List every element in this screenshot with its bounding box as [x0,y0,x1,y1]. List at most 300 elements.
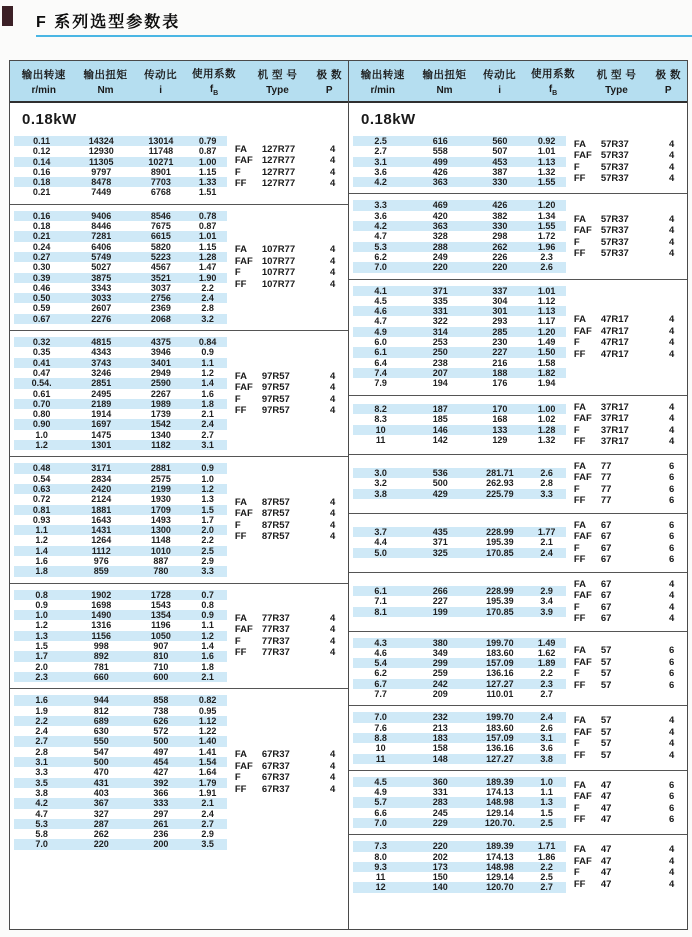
parameter-block [10,456,348,582]
table-row [353,337,566,347]
table-row [353,211,566,221]
table-cell: 314 [432,326,448,337]
table-row [353,221,566,231]
table-cell: 209 [432,689,448,700]
table-cell: 1.3 [540,797,553,808]
table-cell: 328 [432,231,448,242]
table-cell: 285 [492,326,508,337]
type-list [566,844,683,890]
table-cell: 689 [93,715,109,726]
table-cell: 5749 [91,251,112,262]
table-cell: 4.2 [35,798,48,809]
table-cell: 226 [492,251,508,262]
table-cell: 5.8 [35,829,48,840]
table-cell: 3.2 [374,478,387,489]
table-cell: 5.7 [374,797,387,808]
parameter-block [349,572,687,631]
table-cell: 0.70 [32,398,51,409]
table-cell: 183.60 [486,647,514,658]
blocks [10,130,348,929]
table-cell: 2.9 [201,829,214,840]
parameter-block [349,631,687,706]
table-row [14,430,227,440]
table-cell: 7449 [91,187,112,198]
table-cell: 229 [432,817,448,828]
table-cell: 0.12 [32,146,51,157]
table-row [14,620,227,630]
table-cell: 0.9 [201,610,214,621]
table-cell: 5.3 [35,818,48,829]
table-cell: 780 [153,566,169,577]
table-cell: 2575 [150,473,171,484]
table-cell: 0.48 [32,463,51,474]
table-cell: 0.79 [198,136,217,146]
table-cell: 127.27 [486,753,514,764]
table-cell: 2.4 [201,419,214,430]
table-cell: 1.2 [35,620,48,631]
table-cell: 259 [432,668,448,679]
table-cell: 5027 [91,262,112,273]
table-row [353,425,566,435]
table-row [353,743,566,753]
table-cell: 3.3 [201,566,214,577]
table-cell: 3.2 [201,313,214,324]
parameter-block [10,204,348,330]
table-cell: 3.4 [540,596,553,607]
table-cell: 195.39 [486,596,514,607]
table-cell: 0.39 [32,272,51,283]
table-cell: 4567 [150,262,171,273]
table-cell: 1.89 [537,658,556,669]
model-type: F 97R57 4 [234,393,336,405]
table-cell: 976 [93,555,109,566]
table-cell: 3401 [150,357,171,368]
table-row [14,358,227,368]
table-cell: 1050 [150,630,171,641]
table-cell: 168 [492,414,508,425]
table-cell: 2369 [150,303,171,314]
type-list [566,645,683,691]
table-cell: 3.8 [374,488,387,499]
model-type: FAF 37R17 4 [573,413,675,425]
table-cell: 2267 [150,388,171,399]
table-row [353,527,566,537]
table-row [14,347,227,357]
table-cell: 335 [432,295,448,306]
table-cell: 228.99 [486,586,514,597]
table-row [353,306,566,316]
table-cell: 1.90 [198,272,217,283]
table-cell: 1264 [91,535,112,546]
table-cell: 232 [432,712,448,723]
table-cell: 371 [432,285,448,296]
table-cell: 8.2 [374,403,387,414]
table-row [14,146,227,156]
table-cell: 10 [375,743,386,754]
model-type: FAF 107R77 4 [234,255,336,267]
table-cell: 8.8 [374,732,387,743]
table-cell: 1.13 [537,306,556,317]
table-cell: 1.0 [35,610,48,621]
table-cell: 1.01 [537,285,556,296]
model-type: FF 97R57 4 [234,405,336,417]
table-cell: 1300 [150,525,171,536]
table-cell: 225.79 [486,488,514,499]
table-cell: 2.6 [540,262,553,273]
table-cell: 2607 [91,303,112,314]
parameter-block [349,513,687,572]
table-cell: 2.4 [540,712,553,723]
table-row [14,303,227,313]
table-cell: 558 [432,146,448,157]
table-cell: 1354 [150,610,171,621]
table-cell: 136.16 [486,743,514,754]
table-cell: 330 [492,177,508,188]
table-cell: 2590 [150,378,171,389]
table-cell: 3521 [150,272,171,283]
table-cell: 245 [432,807,448,818]
table-row [14,662,227,672]
table-cell: 2.0 [201,525,214,536]
table-cell: 1.28 [198,251,217,262]
model-type: FF 47R17 4 [573,348,675,360]
model-type: FA 67 6 [573,519,675,531]
table-cell: 0.81 [32,504,51,515]
table-cell: 0.95 [198,705,217,716]
table-row [353,797,566,807]
model-type: F 77 6 [573,483,675,495]
table-cell: 2.8 [540,478,553,489]
table-cell: 1.2 [35,440,48,451]
table-row [14,600,227,610]
table-row [14,293,227,303]
model-type: FA 37R17 4 [573,401,675,413]
table-cell: 0.18 [32,221,51,232]
table-cell: 6.0 [374,337,387,348]
table-cell: 4.2 [374,177,387,188]
table-cell: 1.5 [35,641,48,652]
table-cell: 2.7 [201,429,214,440]
model-type: F 47R17 4 [573,337,675,349]
table-cell: 1.22 [198,726,217,737]
table-cell: 142 [432,434,448,445]
table-cell: 283 [432,797,448,808]
table-cell: 0.46 [32,282,51,293]
table-row [14,494,227,504]
table-cell: 3.7 [374,527,387,538]
table-cell: 1543 [150,599,171,610]
table-cell: 0.80 [32,409,51,420]
table-cell: 392 [153,777,169,788]
model-type: FAF 87R57 4 [234,508,336,520]
table-cell: 0.63 [32,483,51,494]
table-cell: 363 [432,221,448,232]
table-cell: 3171 [91,463,112,474]
model-type: FA 127R77 4 [234,143,336,155]
table-cell: 199.70 [486,637,514,648]
table-cell: 1728 [150,589,171,600]
table-cell: 4.4 [374,537,387,548]
table-row [14,157,227,167]
model-type: FA 47 4 [573,844,675,856]
table-cell: 0.93 [32,514,51,525]
model-type: FF 67 4 [573,613,675,625]
table-row [14,273,227,283]
table-cell: 1.54 [198,757,217,768]
table-cell: 238 [432,357,448,368]
table-cell: 431 [93,777,109,788]
table-cell: 4375 [150,337,171,348]
table-row [14,819,227,829]
table-cell: 322 [432,316,448,327]
table-row [14,484,227,494]
table-cell: 2881 [150,463,171,474]
table-cell: 262 [93,829,109,840]
table-cell: 12 [375,882,386,893]
table-row [353,468,566,478]
table-row [353,668,566,678]
table-cell: 2.1 [201,409,214,420]
table-cell: 301 [492,306,508,317]
table-cell: 1643 [91,514,112,525]
table-row [14,546,227,556]
table-cell: 262 [492,241,508,252]
table-cell: 333 [153,798,169,809]
table-row [14,337,227,347]
table-cell: 228.99 [486,527,514,538]
table-cell: 1.77 [537,527,556,538]
table-cell: 133 [492,424,508,435]
model-type: FA 67 4 [573,578,675,590]
table-cell: 892 [93,651,109,662]
table-row [353,648,566,658]
table-column-left [10,61,348,929]
table-cell: 140 [432,882,448,893]
table-cell: 6.6 [374,807,387,818]
table-cell: 136.16 [486,668,514,679]
header-cell: 输出转速 r/min [360,69,405,96]
table-cell: 1.00 [198,156,217,167]
table-cell: 227 [492,347,508,358]
table-cell: 1.96 [537,241,556,252]
table-row [353,777,566,787]
table-cell: 366 [153,787,169,798]
table-cell: 0.41 [32,357,51,368]
table-cell: 7.0 [374,262,387,273]
table-cell: 1.17 [537,316,556,327]
table-cell: 907 [153,641,169,652]
table-cell: 230 [492,337,508,348]
model-type: FAF 57R37 4 [573,150,675,162]
table-row [14,399,227,409]
table-cell: 781 [93,661,109,672]
table-cell: 1914 [91,409,112,420]
power-rating-label: 0.18kW [361,111,416,128]
table-cell: 0.9 [35,599,48,610]
model-type: FF 107R77 4 [234,278,336,290]
table-cell: 195.39 [486,537,514,548]
table-cell: 1.20 [537,200,556,211]
table-row [14,474,227,484]
model-type: FAF 127R77 4 [234,155,336,167]
table-cell: 1.8 [35,566,48,577]
header-cell: 极 数 P [316,69,342,96]
table-cell: 1.2 [201,483,214,494]
table-cell: 1739 [150,409,171,420]
table-cell: 249 [432,251,448,262]
table-cell: 2420 [91,483,112,494]
table-row [353,262,566,272]
parameter-block [10,688,348,855]
table-cell: 0.67 [32,313,51,324]
model-type: FF 67 6 [573,554,675,566]
table-cell: 1.72 [537,231,556,242]
table-row [14,651,227,661]
model-type: FA 47 6 [573,779,675,791]
table-cell: 2495 [91,388,112,399]
table-cell: 1010 [150,545,171,556]
model-type: FA 107R77 4 [234,244,336,256]
type-list [566,715,683,761]
table-cell: 2.1 [201,671,214,682]
table-cell: 1.3 [201,494,214,505]
table-cell: 7.0 [374,712,387,723]
table-cell: 7.0 [35,839,48,850]
model-type: FA 57R37 4 [573,138,675,150]
table-cell: 157.09 [486,732,514,743]
table-cell: 146 [432,424,448,435]
header-cell: 传动比 i [144,69,178,96]
table-cell: 13014 [148,136,174,146]
table-cell: 380 [432,637,448,648]
table-cell: 0.54 [32,473,51,484]
table-cell: 220 [432,262,448,273]
table-cell: 944 [93,695,109,706]
table-cell: 1.8 [201,398,214,409]
table-cell: 2.4 [35,726,48,737]
table-cell: 4.7 [374,231,387,242]
table-row [353,167,566,177]
table-cell: 550 [93,736,109,747]
table-row [353,358,566,368]
table-row [353,712,566,722]
table-cell: 12930 [88,146,114,157]
table-cell: 298 [492,231,508,242]
table-row [353,489,566,499]
table-cell: 148.98 [486,797,514,808]
table-cell: 5.3 [374,241,387,252]
table-cell: 6615 [150,231,171,242]
model-type: FA 57R37 4 [573,213,675,225]
table-cell: 8.0 [374,851,387,862]
type-list [566,402,683,448]
table-row [353,327,566,337]
table-cell: 8478 [91,177,112,188]
table-cell: 331 [432,787,448,798]
model-type: FAF 77 6 [573,472,675,484]
table-cell: 185 [432,414,448,425]
table-cell: 148 [432,753,448,764]
table-cell: 0.61 [32,388,51,399]
table-cell: 2.9 [201,555,214,566]
table-cell: 4815 [91,337,112,348]
table-cell: 382 [492,210,508,221]
model-type: F 47 6 [573,802,675,814]
table-cell: 188 [492,367,508,378]
table-cell: 1.0 [35,429,48,440]
table-row [353,689,566,699]
table-cell: 9797 [91,166,112,177]
model-type: FF 57R37 4 [573,248,675,260]
table-cell: 0.18 [32,177,51,188]
table-cell: 189.39 [486,841,514,852]
table-row [14,839,227,849]
model-type: FA 57 4 [573,715,675,727]
table-row [353,435,566,445]
table-cell: 0.21 [32,231,51,242]
table-cell: 1.4 [35,545,48,556]
header-cell: 输出扭矩 Nm [422,69,467,96]
table-cell: 0.72 [32,494,51,505]
table-cell: 4.5 [374,776,387,787]
table-cell: 11748 [148,146,174,157]
table-row [14,610,227,620]
table-cell: 242 [432,678,448,689]
model-type: F 57R37 4 [573,161,675,173]
table-cell: 1.55 [537,221,556,232]
table-cell: 4.6 [374,647,387,658]
table-cell: 0.32 [32,337,51,348]
table-cell: 0.47 [32,367,51,378]
table-cell: 1301 [91,440,112,451]
table-row [353,286,566,296]
table-row [14,283,227,293]
table-cell: 2068 [150,313,171,324]
table-cell: 2.5 [540,872,553,883]
table-cell: 1.7 [201,514,214,525]
table-cell: 1.6 [35,555,48,566]
table-cell: 2.5 [540,817,553,828]
table-cell: 1.71 [537,841,556,852]
table-cell: 1.0 [540,776,553,787]
table-cell: 6406 [91,241,112,252]
model-type: FAF 57 4 [573,726,675,738]
table-cell: 288 [432,241,448,252]
table-cell: 1493 [150,514,171,525]
table-cell: 6.1 [374,347,387,358]
table-cell: 426 [492,200,508,211]
model-type: F 67 6 [573,542,675,554]
table-cell: 189.39 [486,776,514,787]
table-cell: 7281 [91,231,112,242]
table-cell: 1.12 [198,715,217,726]
table-row [14,136,227,146]
table-cell: 0.87 [198,146,217,157]
model-type: FA 97R57 4 [234,370,336,382]
table-cell: 858 [153,695,169,706]
table-row [14,556,227,566]
table-cell: 148.98 [486,861,514,872]
table-cell: 3.8 [35,787,48,798]
table-cell: 2.6 [540,722,553,733]
table-cell: 3875 [91,272,112,283]
table-cell: 2.2 [540,861,553,872]
table-cell: 5820 [150,241,171,252]
table-cell: 213 [432,722,448,733]
table-cell: 4.1 [374,285,387,296]
table-cell: 1.7 [35,651,48,662]
table-row [14,525,227,535]
